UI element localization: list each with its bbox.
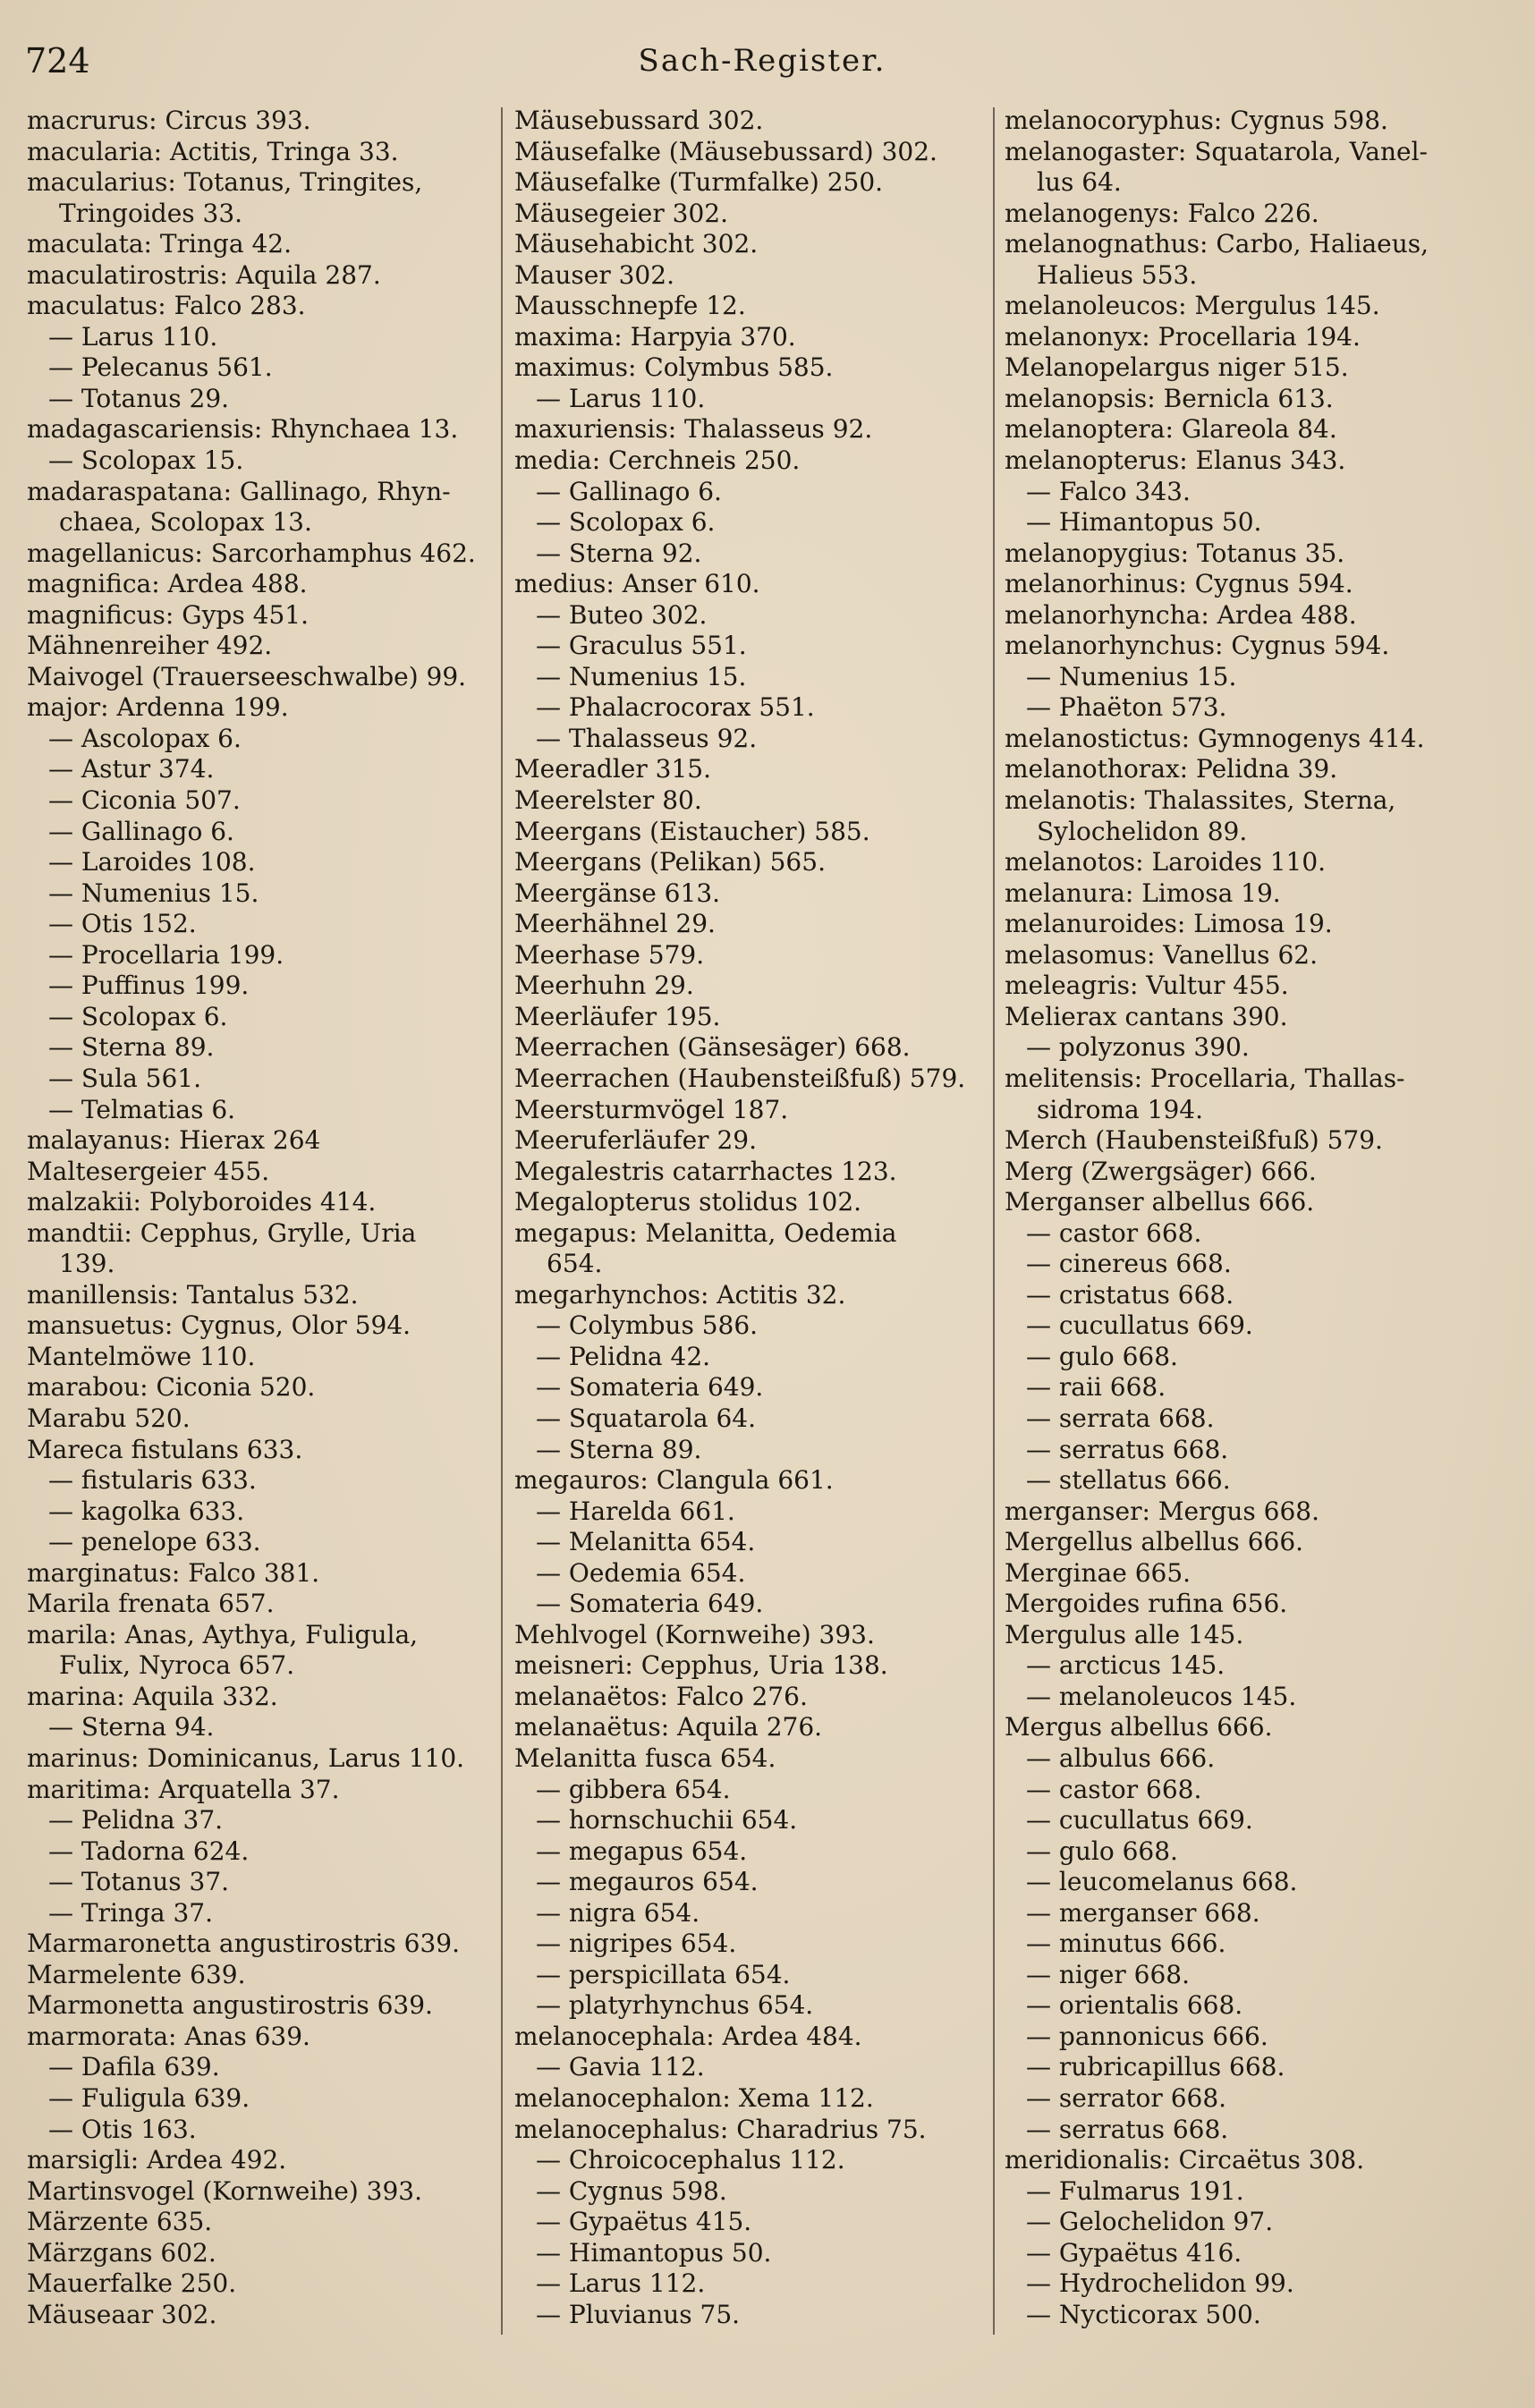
index-entry-continuation: sidroma 194. — [1037, 1094, 1203, 1124]
index-subentry: — niger 668. — [1026, 1959, 1191, 1989]
index-subentry: — polyzonus 390. — [1026, 1032, 1250, 1063]
index-subentry: — Pelidna 37. — [48, 1805, 224, 1836]
index-entry: marmorata: Anas 639. — [27, 2021, 310, 2051]
index-entry: Mäusegeier 302. — [514, 198, 728, 228]
index-entry: Mauerfalke 250. — [27, 2268, 237, 2299]
index-subentry: — orientalis 668. — [1026, 1990, 1243, 2021]
index-entry-continuation: Tringoides 33. — [59, 198, 243, 228]
index-entry-continuation: lus 64. — [1037, 167, 1122, 198]
index-subentry: — Pluvianus 75. — [536, 2299, 741, 2329]
index-entry: Mäuseaar 302. — [27, 2299, 217, 2329]
index-subentry: — Oedemia 654. — [536, 1557, 746, 1588]
index-entry: Mäusebussard 302. — [514, 106, 764, 135]
index-entry: madaraspatana: Gallinago, Rhyn- — [27, 476, 451, 506]
index-entry: melasomus: Vanellus 62. — [1005, 939, 1318, 970]
index-entry: Martinsvogel (Kornweihe) 393. — [27, 2175, 423, 2206]
index-entry: melanonyx: Procellaria 194. — [1005, 321, 1361, 352]
index-entry: mansuetus: Cygnus, Olor 594. — [27, 1310, 411, 1341]
index-entry: Mauser 302. — [514, 259, 674, 290]
index-entry: melanopygius: Totanus 35. — [1005, 538, 1345, 568]
index-subentry: — Graculus 551. — [536, 631, 747, 661]
index-subentry: — Nycticorax 500. — [1026, 2299, 1261, 2329]
running-title: Sach-Register. — [638, 43, 886, 79]
index-subentry: — cucullatus 669. — [1026, 1310, 1253, 1341]
index-entry: malzakii: Polyboroides 414. — [27, 1187, 377, 1217]
index-subentry: — cristatus 668. — [1026, 1279, 1234, 1310]
index-entry: maculata: Tringa 42. — [27, 229, 292, 259]
index-entry: melanotos: Laroides 110. — [1005, 847, 1327, 878]
index-entry: maculatirostris: Aquila 287. — [27, 259, 381, 290]
index-subentry: — Ascolopax 6. — [48, 723, 242, 753]
index-entry: melanostictus: Gymnogenys 414. — [1005, 723, 1425, 753]
index-entry: Marila frenata 657. — [27, 1589, 275, 1619]
index-entry: Meerläufer 195. — [514, 1001, 721, 1031]
index-entry: marina: Aquila 332. — [27, 1681, 278, 1711]
index-entry: merganser: Mergus 668. — [1005, 1496, 1320, 1526]
index-subentry: — Gelochelidon 97. — [1026, 2207, 1274, 2237]
index-entry: Maivogel (Trauerseeschwalbe) 99. — [27, 661, 467, 691]
index-subentry: — megapus 654. — [536, 1836, 748, 1866]
index-subentry: — Numenius 15. — [536, 661, 747, 691]
index-entry: medius: Anser 610. — [514, 569, 760, 599]
index-entry: megauros: Clangula 661. — [514, 1465, 834, 1496]
index-subentry: — Buteo 302. — [536, 599, 708, 630]
index-entry: major: Ardenna 199. — [27, 692, 289, 723]
index-subentry: — Thalasseus 92. — [536, 723, 758, 753]
index-entry: Megalestris catarrhactes 123. — [514, 1156, 897, 1186]
index-subentry: — Pelidna 42. — [536, 1341, 711, 1371]
index-entry: Megalopterus stolidus 102. — [514, 1187, 862, 1217]
index-entry-continuation: Fulix, Nyroca 657. — [59, 1650, 295, 1681]
index-columns — [0, 106, 1535, 2395]
index-entry: Maltesergeier 455. — [27, 1156, 270, 1186]
entry-list — [1005, 106, 1488, 2330]
index-entry: maxuriensis: Thalasseus 92. — [514, 414, 873, 445]
index-subentry: — gulo 668. — [1026, 1341, 1178, 1371]
index-subentry: — Pelecanus 561. — [48, 352, 273, 383]
index-entry: Merch (Haubensteißfuß) 579. — [1005, 1125, 1383, 1156]
index-entry: Märzente 635. — [27, 2207, 213, 2237]
index-entry-continuation: chaea, Scolopax 13. — [59, 507, 312, 538]
index-subentry: — serratus 668. — [1026, 2114, 1229, 2144]
index-subentry: — Sterna 89. — [536, 1434, 702, 1464]
index-entry: Mausschnepfe 12. — [514, 291, 746, 321]
index-entry: Mähnenreiher 492. — [27, 631, 273, 661]
index-entry: melanopsis: Bernicla 613. — [1005, 383, 1334, 413]
index-subentry: — Gavia 112. — [536, 2052, 705, 2082]
index-subentry: — Dafila 639. — [48, 2052, 220, 2082]
index-entry: melitensis: Procellaria, Thallas- — [1005, 1063, 1405, 1093]
index-subentry: — nigra 654. — [536, 1897, 700, 1928]
entry-list — [27, 106, 492, 2330]
index-subentry: — Chroicocephalus 112. — [536, 2145, 845, 2175]
index-entry: Merginae 665. — [1005, 1557, 1192, 1588]
index-entry: magnificus: Gyps 451. — [27, 599, 309, 630]
index-entry: Marmonetta angustirostris 639. — [27, 1990, 433, 2021]
index-subentry: — cucullatus 669. — [1026, 1805, 1253, 1836]
index-entry: maxima: Harpyia 370. — [514, 321, 796, 352]
index-subentry: — Scolopax 6. — [536, 507, 716, 538]
index-entry: melanuroides: Limosa 19. — [1005, 909, 1333, 939]
index-entry: melanothorax: Pelidna 39. — [1005, 754, 1338, 784]
index-entry: Melierax cantans 390. — [1005, 1001, 1288, 1031]
index-entry: Melanopelargus niger 515. — [1005, 352, 1349, 383]
index-entry: manillensis: Tantalus 532. — [27, 1279, 359, 1310]
index-entry: Mergoides rufina 656. — [1005, 1589, 1288, 1619]
index-subentry: — Falco 343. — [1026, 476, 1191, 506]
index-entry-continuation: 654. — [547, 1249, 603, 1279]
index-subentry: — Larus 110. — [536, 383, 706, 413]
index-entry: Meergans (Pelikan) 565. — [514, 847, 826, 878]
index-entry: melanorhynchus: Cygnus 594. — [1005, 631, 1390, 661]
index-subentry: — Laroides 108. — [48, 847, 256, 878]
index-subentry: — Sterna 94. — [48, 1712, 215, 1742]
index-subentry: — Totanus 37. — [48, 1867, 230, 1897]
index-entry: Meerhuhn 29. — [514, 971, 694, 1001]
index-entry: melanopterus: Elanus 343. — [1005, 445, 1346, 476]
index-entry: Merganser albellus 666. — [1005, 1187, 1315, 1217]
index-subentry: — nigripes 654. — [536, 1929, 737, 1959]
index-entry: melanocephalus: Charadrius 75. — [514, 2114, 927, 2144]
index-subentry: — Totanus 29. — [48, 383, 230, 413]
index-entry: marabou: Ciconia 520. — [27, 1372, 316, 1403]
index-subentry: — Somateria 649. — [536, 1372, 764, 1403]
index-subentry: — serratus 668. — [1026, 1434, 1229, 1464]
index-subentry: — Telmatias 6. — [48, 1094, 236, 1124]
column-divider — [993, 107, 995, 2335]
index-entry: macularia: Actitis, Tringa 33. — [27, 136, 399, 166]
index-subentry: — Phalacrocorax 551. — [536, 692, 815, 723]
index-subentry: — Harelda 661. — [536, 1496, 735, 1526]
index-entry: Melanitta fusca 654. — [514, 1742, 776, 1773]
index-entry: maritima: Arquatella 37. — [27, 1774, 340, 1804]
index-subentry: — castor 668. — [1026, 1774, 1202, 1804]
index-subentry: — Phaëton 573. — [1026, 692, 1227, 723]
index-subentry: — Numenius 15. — [1026, 661, 1237, 691]
index-entry: mandtii: Cepphus, Grylle, Uria — [27, 1217, 417, 1248]
index-entry: melanogaster: Squatarola, Vanel- — [1005, 136, 1429, 166]
index-entry: melanura: Limosa 19. — [1005, 878, 1281, 908]
index-entry: marinus: Dominicanus, Larus 110. — [27, 1742, 465, 1773]
index-subentry: — gibbera 654. — [536, 1774, 731, 1804]
index-entry: melanoleucos: Mergulus 145. — [1005, 291, 1380, 321]
index-subentry: — Scolopax 6. — [48, 1001, 228, 1031]
index-entry: melanocephalon: Xema 112. — [514, 2083, 874, 2113]
index-entry: Märzgans 602. — [27, 2237, 216, 2268]
index-entry: Mehlvogel (Kornweihe) 393. — [514, 1619, 875, 1649]
index-entry: melanotis: Thalassites, Sterna, — [1005, 785, 1396, 816]
index-subentry: — gulo 668. — [1026, 1836, 1178, 1866]
index-entry: magellanicus: Sarcorhamphus 462. — [27, 538, 476, 568]
index-subentry: — minutus 666. — [1026, 1929, 1226, 1959]
index-subentry: — kagolka 633. — [48, 1496, 245, 1526]
index-subentry: — Sterna 89. — [48, 1032, 215, 1063]
index-subentry: — Himantopus 50. — [536, 2237, 772, 2268]
index-entry: Meerrachen (Gänsesäger) 668. — [514, 1032, 911, 1063]
index-subentry: — cinereus 668. — [1026, 1249, 1232, 1279]
index-column-middle — [514, 106, 980, 2330]
index-subentry: — Tringa 37. — [48, 1897, 213, 1928]
index-entry: melanorhinus: Cygnus 594. — [1005, 569, 1353, 599]
index-entry: Meeruferläufer 29. — [514, 1125, 757, 1156]
index-subentry: — Sula 561. — [48, 1063, 202, 1093]
index-subentry: — Himantopus 50. — [1026, 507, 1262, 538]
index-entry: magnifica: Ardea 488. — [27, 569, 308, 599]
index-subentry: — Squatarola 64. — [536, 1403, 756, 1433]
index-subentry: — Larus 112. — [536, 2268, 706, 2299]
index-entry: malayanus: Hierax 264 — [27, 1125, 321, 1156]
index-entry: melanoptera: Glareola 84. — [1005, 414, 1337, 445]
index-entry: maximus: Colymbus 585. — [514, 352, 834, 383]
index-entry: meridionalis: Circaëtus 308. — [1005, 2145, 1365, 2175]
index-subentry: — Gypaëtus 416. — [1026, 2237, 1242, 2268]
index-subentry: — Otis 152. — [48, 909, 197, 939]
index-subentry: — fistularis 633. — [48, 1465, 257, 1496]
index-subentry: — Somateria 649. — [536, 1589, 764, 1619]
index-subentry: — leucomelanus 668. — [1026, 1867, 1298, 1897]
index-subentry: — Gallinago 6. — [536, 476, 722, 506]
index-entry: Mäusefalke (Turmfalke) 250. — [514, 167, 884, 198]
index-entry: media: Cerchneis 250. — [514, 445, 801, 476]
index-subentry: — merganser 668. — [1026, 1897, 1260, 1928]
index-subentry: — perspicillata 654. — [536, 1959, 791, 1989]
index-entry: meleagris: Vultur 455. — [1005, 971, 1289, 1001]
index-subentry: — Hydrochelidon 99. — [1026, 2268, 1294, 2299]
index-entry-continuation: 139. — [59, 1249, 115, 1279]
index-entry: Meerhase 579. — [514, 939, 705, 970]
index-entry: Marabu 520. — [27, 1403, 191, 1433]
index-subentry: — Sterna 92. — [536, 538, 702, 568]
index-entry: Mäusefalke (Mäusebussard) 302. — [514, 136, 937, 166]
index-entry: melanorhyncha: Ardea 488. — [1005, 599, 1357, 630]
index-entry: marginatus: Falco 381. — [27, 1557, 320, 1588]
index-subentry: — megauros 654. — [536, 1867, 759, 1897]
index-entry: maculatus: Falco 283. — [27, 291, 306, 321]
index-entry: megapus: Melanitta, Oedemia — [514, 1217, 897, 1248]
index-entry: Merg (Zwergsäger) 666. — [1005, 1156, 1317, 1186]
index-subentry: — Procellaria 199. — [48, 939, 284, 970]
index-entry: Meergänse 613. — [514, 878, 721, 908]
index-entry: Marmelente 639. — [27, 1959, 246, 1989]
index-subentry: — melanoleucos 145. — [1026, 1681, 1297, 1711]
index-entry: Marmaronetta angustirostris 639. — [27, 1929, 461, 1959]
index-subentry: — rubricapillus 668. — [1026, 2052, 1285, 2082]
index-subentry: — arcticus 145. — [1026, 1650, 1225, 1681]
index-subentry: — hornschuchii 654. — [536, 1805, 798, 1836]
index-entry: Mergellus albellus 666. — [1005, 1527, 1304, 1557]
index-subentry: — Fuligula 639. — [48, 2083, 250, 2113]
index-subentry: — serrator 668. — [1026, 2083, 1227, 2113]
index-subentry: — stellatus 666. — [1026, 1465, 1231, 1496]
index-subentry: — Numenius 15. — [48, 878, 259, 908]
index-entry: Mantelmöwe 110. — [27, 1341, 256, 1371]
index-subentry: — albulus 666. — [1026, 1742, 1216, 1773]
index-entry: melanaëtos: Falco 276. — [514, 1681, 808, 1711]
index-subentry: — Ciconia 507. — [48, 785, 241, 816]
index-subentry: — Otis 163. — [48, 2114, 197, 2144]
index-entry: Mergulus alle 145. — [1005, 1619, 1244, 1649]
index-entry: melanogenys: Falco 226. — [1005, 198, 1319, 228]
entry-list — [514, 106, 980, 2330]
index-entry: melanaëtus: Aquila 276. — [514, 1712, 823, 1742]
index-subentry: — Gypaëtus 415. — [536, 2207, 752, 2237]
index-subentry: — Puffinus 199. — [48, 971, 250, 1001]
index-entry: melanognathus: Carbo, Haliaeus, — [1005, 229, 1429, 259]
index-column-left — [27, 106, 492, 2330]
index-entry: madagascariensis: Rhynchaea 13. — [27, 414, 459, 445]
index-subentry: — serrata 668. — [1026, 1403, 1215, 1433]
index-subentry: — Cygnus 598. — [536, 2175, 727, 2206]
index-entry: macrurus: Circus 393. — [27, 106, 311, 135]
page-number: 724 — [25, 41, 90, 81]
index-subentry: — pannonicus 666. — [1026, 2021, 1268, 2051]
index-entry: melanocephala: Ardea 484. — [514, 2021, 862, 2051]
index-entry: Meergans (Eistaucher) 585. — [514, 816, 870, 846]
index-subentry: — Larus 110. — [48, 321, 218, 352]
index-subentry: — Astur 374. — [48, 754, 215, 784]
index-entry: melanocoryphus: Cygnus 598. — [1005, 106, 1388, 135]
index-column-right — [1005, 106, 1488, 2330]
page-header — [25, 34, 1499, 88]
index-entry: marsigli: Ardea 492. — [27, 2145, 287, 2175]
index-entry-continuation: Sylochelidon 89. — [1037, 816, 1248, 846]
index-entry: Mergus albellus 666. — [1005, 1712, 1273, 1742]
index-entry: Mareca fistulans 633. — [27, 1434, 303, 1464]
index-subentry: — Tadorna 624. — [48, 1836, 250, 1866]
column-divider — [501, 107, 503, 2335]
index-entry: Mäusehabicht 302. — [514, 229, 759, 259]
index-entry: meisneri: Cepphus, Uria 138. — [514, 1650, 888, 1681]
index-subentry: — Colymbus 586. — [536, 1310, 759, 1341]
index-entry: Meeradler 315. — [514, 754, 711, 784]
index-entry-continuation: Halieus 553. — [1037, 259, 1198, 290]
index-entry: Meersturmvögel 187. — [514, 1094, 789, 1124]
index-subentry: — Gallinago 6. — [48, 816, 234, 846]
index-entry: macularius: Totanus, Tringites, — [27, 167, 423, 198]
index-subentry: — Melanitta 654. — [536, 1527, 756, 1557]
index-subentry: — castor 668. — [1026, 1217, 1202, 1248]
index-entry: Meerelster 80. — [514, 785, 702, 816]
index-subentry: — Scolopax 15. — [48, 445, 244, 476]
index-entry: Meerhähnel 29. — [514, 909, 716, 939]
index-subentry: — Fulmarus 191. — [1026, 2175, 1244, 2206]
index-subentry: — penelope 633. — [48, 1527, 261, 1557]
index-entry: Meerrachen (Haubensteißfuß) 579. — [514, 1063, 966, 1093]
index-entry: marila: Anas, Aythya, Fuligula, — [27, 1619, 419, 1649]
index-subentry: — raii 668. — [1026, 1372, 1166, 1403]
index-entry: megarhynchos: Actitis 32. — [514, 1279, 846, 1310]
index-subentry: — platyrhynchus 654. — [536, 1990, 814, 2021]
